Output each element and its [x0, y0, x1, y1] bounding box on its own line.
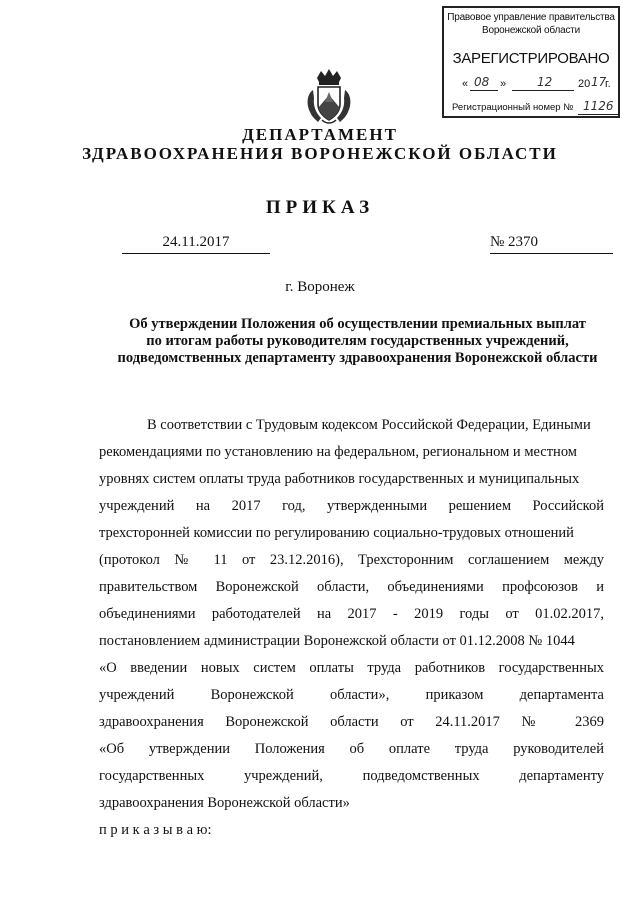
body-closing: п р и к а з ы в а ю: — [99, 822, 212, 838]
order-number-underline — [490, 253, 613, 254]
stamp-year: 17 — [591, 75, 607, 89]
subject-line: по итогам работы руководителям государственных учреждений, — [146, 333, 569, 349]
stamp-year-prefix: 20 — [578, 78, 591, 90]
body-line: постановлением администрации Воронежской области от 01.12.2008 № 1044 — [99, 633, 575, 649]
stamp-org-line1: Правовое управление правительства — [447, 12, 615, 23]
body-line: правительством Воронежской области, объединениями профсоюзов и — [99, 579, 604, 595]
body-line: рекомендациями по установлению на федеральном, региональном и местном — [99, 444, 577, 460]
body-line: «Об утверждении Положения об оплате труда руководителей — [99, 741, 604, 757]
body-line: объединениями работодателей на 2017 - 2019 годы от 01.02.2017, — [99, 606, 604, 622]
stamp-number-line — [578, 114, 618, 115]
subject-line: подведомственных департаменту здравоохранения Воронежской области — [117, 350, 598, 366]
department-title-line2: ЗДРАВООХРАНЕНИЯ ВОРОНЕЖСКОЙ ОБЛАСТИ — [82, 144, 558, 163]
body-line: государственных учреждений, подведомственных департаменту — [99, 768, 604, 784]
stamp-number-row — [452, 100, 620, 118]
order-date-underline — [122, 253, 270, 254]
body-line: здравоохранения Воронежской области» — [99, 795, 350, 811]
body-line: трехсторонней комиссии по регулированию социально-трудовых отношений — [99, 525, 574, 541]
body-line: (протокол № 11 от 23.12.2016), Трехсторонним соглашением между — [99, 552, 604, 568]
body-line: здравоохранения Воронежской области от 24.11.2017 № 2369 — [99, 714, 604, 730]
stamp-org-line2: Воронежской области — [481, 25, 581, 36]
coat-of-arms-icon — [304, 68, 354, 126]
stamp-close-quote: » — [500, 78, 507, 90]
stamp-date-row — [454, 77, 614, 95]
body-line: В соответствии с Трудовым кодексом Российской Федерации, Едиными — [147, 417, 591, 433]
order-body — [99, 412, 604, 844]
order-subject — [110, 316, 605, 367]
stamp-open-quote: « — [462, 78, 469, 90]
stamp-year-suffix: г. — [605, 78, 611, 90]
stamp-day: 08 — [474, 75, 490, 89]
department-title-line1: ДЕПАРТАМЕНТ — [242, 125, 398, 144]
stamp-month: 12 — [537, 75, 553, 89]
stamp-registered-label: ЗАРЕГИСТРИРОВАНО — [452, 50, 610, 67]
body-line: уровнях систем оплаты труда работников государственных и муниципальных — [99, 471, 580, 487]
stamp-organization — [444, 11, 618, 37]
stamp-number-value: 1126 — [583, 99, 614, 113]
body-line: учреждений на 2017 год, утвержденными решением Российской — [99, 498, 604, 514]
order-title: ПРИКАЗ — [265, 197, 375, 218]
order-city: г. Воронеж — [285, 279, 355, 295]
body-line: «О введении новых систем оплаты труда работников государственных — [99, 660, 604, 676]
stamp-day-line — [470, 90, 498, 91]
stamp-number-label: Регистрационный номер № — [452, 102, 574, 113]
order-number: № 2370 — [490, 234, 539, 250]
order-date: 24.11.2017 — [162, 234, 230, 250]
stamp-month-line — [512, 90, 574, 91]
body-line: учреждений Воронежской области», приказом департамента — [99, 687, 604, 703]
subject-line: Об утверждении Положения об осуществлении премиальных выплат — [129, 316, 586, 332]
registration-stamp — [442, 6, 620, 118]
